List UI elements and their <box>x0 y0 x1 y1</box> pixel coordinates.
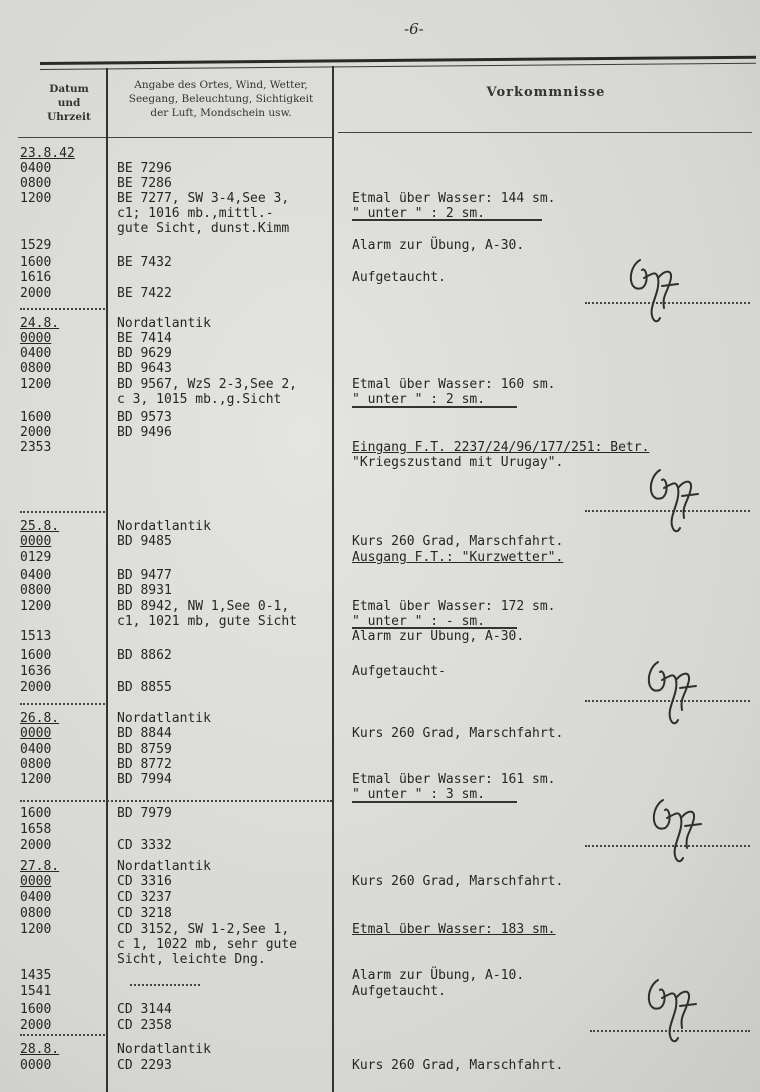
entry-position: Sicht, leichte Dng. <box>117 952 266 967</box>
header-date-column <box>34 82 104 124</box>
entry-position: c1, 1021 mb, gute Sicht <box>117 614 298 629</box>
entry-event: "Kriegszustand mit Urugay". <box>352 455 564 470</box>
entry-position: BD 9629 <box>117 346 172 361</box>
entry-time: 0400 <box>20 346 52 361</box>
entry-time: 2000 <box>20 680 52 695</box>
entry-position: BE 7296 <box>117 161 172 176</box>
signature-mark <box>645 788 705 868</box>
entry-time: 0800 <box>20 176 52 191</box>
entry-event: " unter " : 2 sm. <box>352 392 486 407</box>
entry-time: 1529 <box>20 238 52 253</box>
entry-time: 2000 <box>20 425 52 440</box>
entry-position: Nordatlantik <box>117 519 211 534</box>
etmal-underline <box>352 219 542 221</box>
entry-event: Kurs 260 Grad, Marschfahrt. <box>352 874 564 889</box>
entry-position: BD 9485 <box>117 534 172 549</box>
entry-time: 26.8. <box>20 711 60 726</box>
etmal-underline <box>352 627 517 629</box>
entry-time: 1600 <box>20 255 52 270</box>
signature-mark <box>622 248 682 328</box>
entry-position: BD 9477 <box>117 568 172 583</box>
entry-separator <box>130 984 200 986</box>
entry-event: Alarm zur Übung, A-30. <box>352 629 525 644</box>
entry-event: Kurs 260 Grad, Marschfahrt. <box>352 726 564 741</box>
entry-separator <box>20 308 105 310</box>
entry-time: 0800 <box>20 583 52 598</box>
column-divider-2 <box>332 66 334 1092</box>
entry-time: 1200 <box>20 191 52 206</box>
entry-event: Alarm zur Übung, A-30. <box>352 238 525 253</box>
entry-position: BD 9567, WzS 2-3,See 2, <box>117 377 298 392</box>
entry-position: CD 2293 <box>117 1058 172 1073</box>
entry-position: Nordatlantik <box>117 711 211 726</box>
etmal-underline <box>352 801 517 803</box>
entry-event: Alarm zur Übung, A-10. <box>352 968 525 983</box>
entry-position: BD 8862 <box>117 648 172 663</box>
entry-time: 0400 <box>20 568 52 583</box>
entry-time: 0000 <box>20 1058 52 1073</box>
entry-position: c 3, 1015 mb.,g.Sicht <box>117 392 282 407</box>
entry-time: 0000 <box>20 331 52 346</box>
entry-time: 2000 <box>20 838 52 853</box>
entry-event: " unter " : - sm. <box>352 614 486 629</box>
entry-time: 1200 <box>20 922 52 937</box>
entry-time: 23.8.42 <box>20 146 75 161</box>
header-bottom-rule-left <box>18 137 333 138</box>
header-text: Datum <box>49 83 89 95</box>
entry-event: Ausgang F.T.: "Kurzwetter". <box>352 550 564 565</box>
entry-event: Etmal über Wasser: 172 sm. <box>352 599 556 614</box>
entry-position: Nordatlantik <box>117 1042 211 1057</box>
entry-time: 0000 <box>20 534 52 549</box>
header-bottom-rule-right <box>338 132 752 133</box>
entry-event: Aufgetaucht. <box>352 984 446 999</box>
entry-position: BE 7286 <box>117 176 172 191</box>
entry-position: CD 2358 <box>117 1018 172 1033</box>
entry-time: 0800 <box>20 906 52 921</box>
entry-position: Nordatlantik <box>117 316 211 331</box>
entry-time: 0129 <box>20 550 52 565</box>
entry-position: Nordatlantik <box>117 859 211 874</box>
entry-event: Etmal über Wasser: 160 sm. <box>352 377 556 392</box>
entry-time: 0800 <box>20 361 52 376</box>
entry-position: BE 7422 <box>117 286 172 301</box>
entry-time: 1616 <box>20 270 52 285</box>
entry-time: 1541 <box>20 984 52 999</box>
entry-separator <box>20 1034 105 1036</box>
entry-time: 0400 <box>20 890 52 905</box>
entry-position: c 1, 1022 mb, sehr gute <box>117 937 298 952</box>
entry-position: BD 8772 <box>117 757 172 772</box>
entry-time: 0400 <box>20 742 52 757</box>
header-place-column <box>110 78 332 120</box>
entry-position: CD 3332 <box>117 838 172 853</box>
entry-position: BD 8931 <box>117 583 172 598</box>
entry-position: BE 7432 <box>117 255 172 270</box>
entry-event: Kurs 260 Grad, Marschfahrt. <box>352 1058 564 1073</box>
header-text: Uhrzeit <box>47 111 91 123</box>
entry-position: BD 9643 <box>117 361 172 376</box>
entry-time: 2000 <box>20 1018 52 1033</box>
entry-time: 0000 <box>20 874 52 889</box>
entry-time: 0000 <box>20 726 52 741</box>
entry-position: BD 8844 <box>117 726 172 741</box>
signature-mark <box>640 650 700 730</box>
entry-position: c1; 1016 mb.,mittl.- <box>117 206 274 221</box>
entry-event: Aufgetaucht. <box>352 270 446 285</box>
header-text: der Luft, Mondschein usw. <box>150 107 292 119</box>
entry-position: BD 8759 <box>117 742 172 757</box>
entry-time: 1600 <box>20 806 52 821</box>
entry-position: BE 7277, SW 3-4,See 3, <box>117 191 290 206</box>
entry-time: 1658 <box>20 822 52 837</box>
entry-position: BE 7414 <box>117 331 172 346</box>
entry-time: 1513 <box>20 629 52 644</box>
entry-time: 1200 <box>20 772 52 787</box>
entry-event: " unter " : 2 sm. <box>352 206 486 221</box>
entry-time: 0400 <box>20 161 52 176</box>
entry-position: BD 9573 <box>117 410 172 425</box>
entry-event: Eingang F.T. 2237/24/96/177/251: Betr. <box>352 440 650 455</box>
entry-position: BD 8942, NW 1,See 0-1, <box>117 599 290 614</box>
entry-time: 1600 <box>20 648 52 663</box>
entry-position: CD 3144 <box>117 1002 172 1017</box>
header-text: Angabe des Ortes, Wind, Wetter, <box>134 79 308 91</box>
entry-time: 0800 <box>20 757 52 772</box>
entry-separator <box>20 703 105 705</box>
entry-time: 24.8. <box>20 316 60 331</box>
entry-position: BD 7994 <box>117 772 172 787</box>
entry-position: BD 8855 <box>117 680 172 695</box>
entry-position: gute Sicht, dunst.Kimm <box>117 221 290 236</box>
entry-time: 27.8. <box>20 859 60 874</box>
page-number: -6- <box>404 20 424 38</box>
entry-time: 1200 <box>20 377 52 392</box>
entry-event: Etmal über Wasser: 144 sm. <box>352 191 556 206</box>
entry-time: 2000 <box>20 286 52 301</box>
entry-position: CD 3237 <box>117 890 172 905</box>
entry-event: Etmal über Wasser: 183 sm. <box>352 922 556 937</box>
entry-time: 25.8. <box>20 519 60 534</box>
entry-position: BD 9496 <box>117 425 172 440</box>
entry-time: 1200 <box>20 599 52 614</box>
etmal-underline <box>352 406 517 408</box>
column-divider-1 <box>106 68 108 1092</box>
entry-time: 28.8. <box>20 1042 60 1057</box>
entry-event: Aufgetaucht- <box>352 664 446 679</box>
entry-time: 2353 <box>20 440 52 455</box>
entry-event: Kurs 260 Grad, Marschfahrt. <box>352 534 564 549</box>
entry-time: 1435 <box>20 968 52 983</box>
signature-mark <box>642 458 702 538</box>
entry-position: CD 3316 <box>117 874 172 889</box>
header-text: Seegang, Beleuchtung, Sichtigkeit <box>128 93 314 105</box>
signature-mark <box>640 968 700 1048</box>
entry-time: 1636 <box>20 664 52 679</box>
header-text: und <box>57 97 81 109</box>
entry-event: Etmal über Wasser: 161 sm. <box>352 772 556 787</box>
entry-separator <box>20 800 332 802</box>
entry-time: 1600 <box>20 410 52 425</box>
entry-position: BD 7979 <box>117 806 172 821</box>
entry-time: 1600 <box>20 1002 52 1017</box>
entry-position: CD 3218 <box>117 906 172 921</box>
entry-separator <box>20 511 105 513</box>
entry-event: " unter " : 3 sm. <box>352 787 486 802</box>
header-events-column: Vorkommnisse <box>486 85 606 100</box>
entry-position: CD 3152, SW 1-2,See 1, <box>117 922 290 937</box>
